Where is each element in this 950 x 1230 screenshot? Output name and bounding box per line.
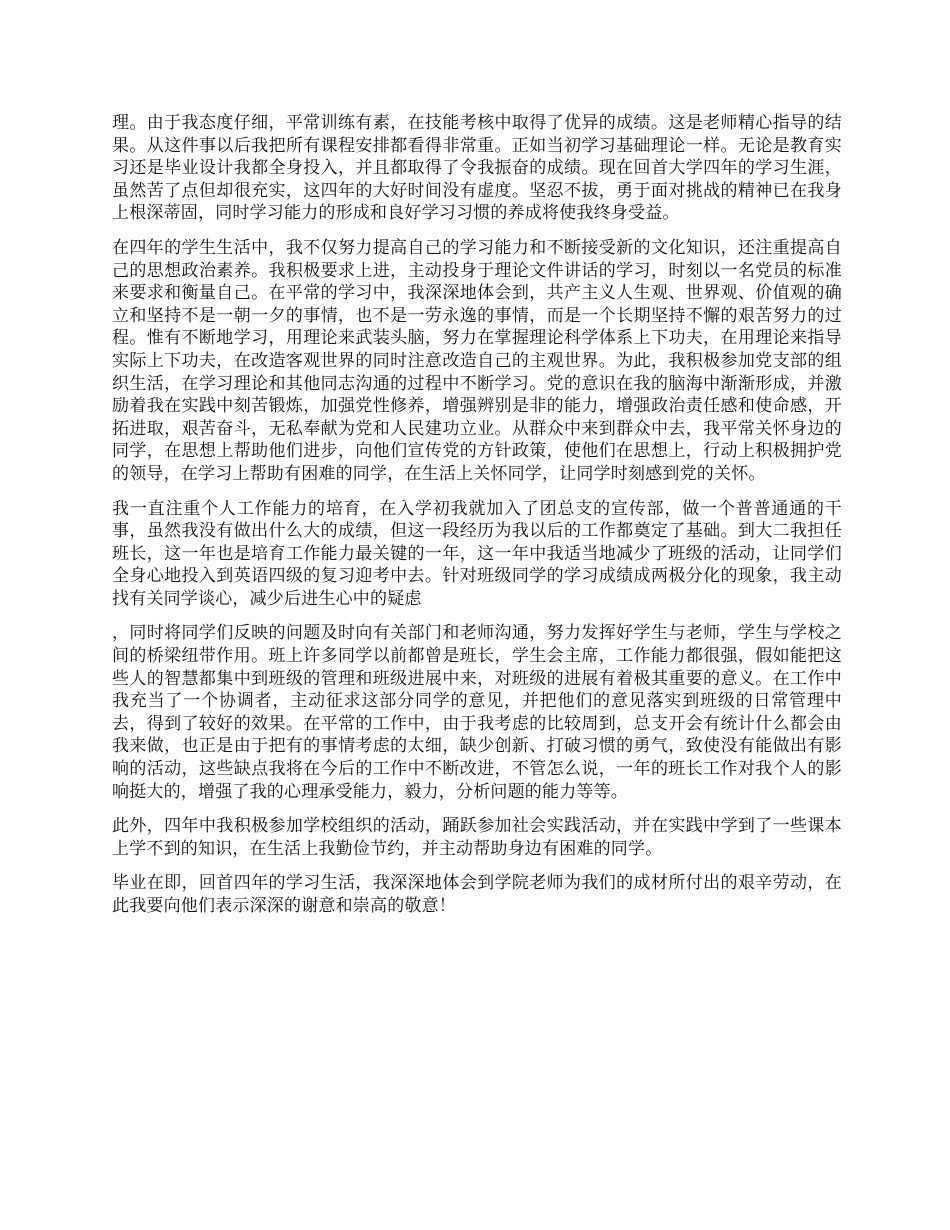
paragraph-4: ，同时将同学们反映的问题及时向有关部门和老师沟通，努力发挥好学生与老师，学生与学校之间的桥梁纽带作用。班上许多同学以前都曾是班长，学生会主席，工作能力都很强，假如能把这些人的智慧都集中到班级的管理和班级进展中来，对班级的进展有着极其重要的意义。在工作中我充当了一个协调者，主动征求这部分同学的意见，并把他们的意见落实到班级的日常管理中去，得到了较好的效果。在平常的工作中，由于我考虑的比较周到，总支开会有统计什么都会由我来做，也正是由于把有的事情考虑的太细，缺少创新、打破习惯的勇气，致使没有能做出有影响的活动，这些缺点我将在今后的工作中不断改进，不管怎么说，一年的班长工作对我个人的影响挺大的，增强了我的心理承受能力，毅力，分析问题的能力等等。 [112,623,842,802]
paragraph-5: 此外，四年中我积极参加学校组织的活动，踊跃参加社会实践活动，并在实践中学到了一些课本上学不到的知识，在生活上我勤俭节约，并主动帮助身边有困难的同学。 [112,816,842,859]
paragraph-6: 毕业在即，回首四年的学习生活，我深深地体会到学院老师为我们的成材所付出的艰辛劳动，在此我要向他们表示深深的谢意和崇高的敬意！ [112,873,842,916]
paragraph-2: 在四年的学生生活中，我不仅努力提高自己的学习能力和不断接受新的文化知识，还注重提高自己的思想政治素养。我积极要求上进，主动投身于理论文件讲话的学习，时刻以一名党员的标准来要求和衡量自己。在平常的学习中，我深深地体会到，共产主义人生观、世界观、价值观的确立和坚持不是一朝一夕的事情，也不是一劳永逸的事情，而是一个长期坚持不懈的艰苦努力的过程。惟有不断地学习，用理论来武装头脑，努力在掌握理论科学体系上下功夫，在用理论来指导实际上下功夫，在改造客观世界的同时注意改造自己的主观世界。为此，我积极参加党支部的组织生活，在学习理论和其他同志沟通的过程中不断学习。党的意识在我的脑海中渐渐形成，并激励着我在实践中刻苦锻炼，加强党性修养，增强辨别是非的能力，增强政治责任感和使命感，开拓进取，艰苦奋斗，无私奉献为党和人民建功立业。从群众中来到群众中去，我平常关怀身边的同学，在思想上帮助他们进步，向他们宣传党的方针政策，使他们在思想上，行动上积极拥护党的领导，在学习上帮助有困难的同学，在生活上关怀同学，让同学时刻感到党的关怀。 [112,237,842,484]
document-page [112,112,842,930]
paragraph-1: 理。由于我态度仔细，平常训练有素，在技能考核中取得了优异的成绩。这是老师精心指导的结果。从这件事以后我把所有课程安排都看得非常重。正如当初学习基础理论一样。无论是教育实习还是毕业设计我都全身投入，并且都取得了令我振奋的成绩。现在回首大学四年的学习生涯，虽然苦了点但却很充实，这四年的大好时间没有虚度。坚忍不拔，勇于面对挑战的精神已在我身上根深蒂固，同时学习能力的形成和良好学习习惯的养成将使我终身受益。 [112,113,842,224]
paragraph-3: 我一直注重个人工作能力的培育，在入学初我就加入了团总支的宣传部，做一个普普通通的干事，虽然我没有做出什么大的成绩，但这一段经历为我以后的工作都奠定了基础。到大二我担任班长，这一年也是培育工作能力最关键的一年，这一年中我适当地减少了班级的活动，让同学们全身心地投入到英语四级的复习迎考中去。针对班级同学的学习成绩成两极分化的现象，我主动找有关同学谈心，减少后进生心中的疑虑 [112,498,842,609]
